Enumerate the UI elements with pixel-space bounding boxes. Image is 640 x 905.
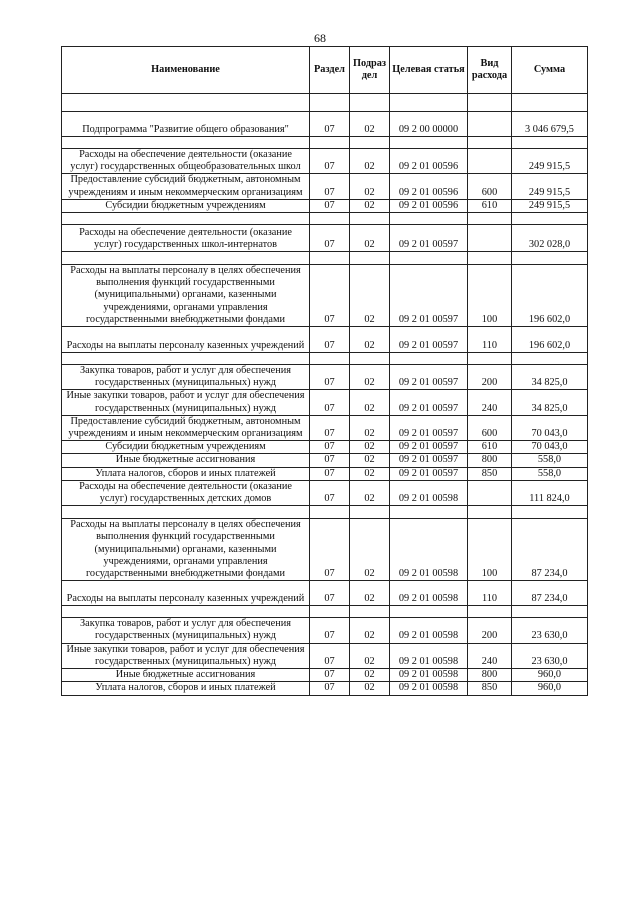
table-row [62, 441, 588, 454]
cell-type: 100 [468, 265, 512, 327]
cell-sum: 34 825,0 [512, 365, 588, 390]
spacer-cell [350, 606, 390, 618]
cell-type [468, 149, 512, 174]
cell-type: 610 [468, 441, 512, 454]
spacer-cell [350, 213, 390, 225]
cell-sum: 196 602,0 [512, 265, 588, 327]
spacer-row [62, 606, 588, 618]
cell-target: 09 2 01 00596 [390, 149, 468, 174]
spacer-cell [512, 606, 588, 618]
spacer-cell [350, 137, 390, 149]
spacer-cell [390, 252, 468, 265]
cell-sum: 249 915,5 [512, 149, 588, 174]
cell-section: 07 [310, 581, 350, 606]
cell-section: 07 [310, 149, 350, 174]
table-row [62, 225, 588, 252]
cell-sum: 196 602,0 [512, 327, 588, 353]
spacer-cell [310, 606, 350, 618]
cell-sum: 3 046 679,5 [512, 112, 588, 137]
spacer-cell [350, 506, 390, 519]
spacer-row [62, 213, 588, 225]
cell-subsection: 02 [350, 441, 390, 454]
spacer-cell [310, 506, 350, 519]
cell-name: Иные бюджетные ассигнования [62, 454, 310, 467]
spacer-cell [310, 137, 350, 149]
spacer-cell [468, 137, 512, 149]
spacer-cell [62, 137, 310, 149]
cell-subsection: 02 [350, 454, 390, 467]
cell-section: 07 [310, 225, 350, 252]
spacer-cell [350, 252, 390, 265]
spacer-cell [468, 94, 512, 112]
cell-section: 07 [310, 265, 350, 327]
table-row [62, 618, 588, 643]
cell-type: 850 [468, 467, 512, 480]
spacer-cell [350, 353, 390, 365]
spacer-cell [512, 506, 588, 519]
spacer-cell [62, 94, 310, 112]
cell-subsection: 02 [350, 467, 390, 480]
cell-sum: 249 915,5 [512, 199, 588, 212]
spacer-cell [512, 213, 588, 225]
cell-sum: 70 043,0 [512, 441, 588, 454]
spacer-cell [512, 252, 588, 265]
cell-sum: 70 043,0 [512, 415, 588, 440]
cell-section: 07 [310, 327, 350, 353]
cell-section: 07 [310, 365, 350, 390]
cell-sum: 249 915,5 [512, 174, 588, 199]
cell-name: Закупка товаров, работ и услуг для обеспечения государственных (муниципальных) нужд [62, 618, 310, 643]
cell-target: 09 2 01 00596 [390, 199, 468, 212]
cell-target: 09 2 01 00597 [390, 415, 468, 440]
table-row [62, 519, 588, 581]
cell-section: 07 [310, 618, 350, 643]
spacer-cell [390, 353, 468, 365]
spacer-cell [62, 213, 310, 225]
cell-target: 09 2 01 00597 [390, 327, 468, 353]
cell-name: Иные закупки товаров, работ и услуг для обеспечения государственных (муниципальных) нужд [62, 390, 310, 415]
budget-table [61, 46, 588, 696]
spacer-row [62, 94, 588, 112]
cell-target: 09 2 01 00598 [390, 519, 468, 581]
spacer-cell [310, 353, 350, 365]
cell-subsection: 02 [350, 415, 390, 440]
cell-subsection: 02 [350, 327, 390, 353]
cell-name: Уплата налогов, сборов и иных платежей [62, 682, 310, 695]
cell-subsection: 02 [350, 199, 390, 212]
cell-type: 240 [468, 643, 512, 668]
cell-name: Расходы на обеспечение деятельности (оказание услуг) государственных детских домов [62, 480, 310, 505]
cell-sum: 87 234,0 [512, 581, 588, 606]
cell-name: Субсидии бюджетным учреждениям [62, 441, 310, 454]
cell-name: Расходы на выплаты персоналу казенных учреждений [62, 327, 310, 353]
spacer-cell [468, 353, 512, 365]
spacer-cell [62, 606, 310, 618]
cell-type: 100 [468, 519, 512, 581]
table-row [62, 112, 588, 137]
header-target: Целевая статья [390, 47, 468, 94]
cell-section: 07 [310, 441, 350, 454]
cell-target: 09 2 01 00596 [390, 174, 468, 199]
spacer-cell [512, 137, 588, 149]
spacer-cell [62, 353, 310, 365]
cell-type: 240 [468, 390, 512, 415]
table-row [62, 149, 588, 174]
cell-type: 600 [468, 174, 512, 199]
cell-name: Расходы на выплаты персоналу казенных учреждений [62, 581, 310, 606]
cell-section: 07 [310, 519, 350, 581]
cell-subsection: 02 [350, 519, 390, 581]
cell-sum: 558,0 [512, 467, 588, 480]
cell-target: 09 2 01 00598 [390, 643, 468, 668]
cell-name: Расходы на выплаты персоналу в целях обеспечения выполнения функций государственными (муниципальными) органами, казенными учреждениями, органами управления государственными внебюджетными фондами [62, 265, 310, 327]
cell-subsection: 02 [350, 682, 390, 695]
spacer-cell [390, 506, 468, 519]
header-subsection: Подраз дел [350, 47, 390, 94]
page-number: 68 [314, 31, 326, 45]
cell-target: 09 2 01 00597 [390, 441, 468, 454]
cell-name: Иные закупки товаров, работ и услуг для обеспечения государственных (муниципальных) нужд [62, 643, 310, 668]
table-body [62, 94, 588, 696]
spacer-cell [468, 606, 512, 618]
table-row [62, 467, 588, 480]
table-row [62, 669, 588, 682]
table-row [62, 643, 588, 668]
header-type: Вид расхода [468, 47, 512, 94]
spacer-cell [468, 213, 512, 225]
cell-type: 850 [468, 682, 512, 695]
cell-section: 07 [310, 467, 350, 480]
table-row [62, 365, 588, 390]
table-row [62, 327, 588, 353]
table-row [62, 174, 588, 199]
spacer-cell [310, 94, 350, 112]
cell-subsection: 02 [350, 149, 390, 174]
cell-target: 09 2 01 00598 [390, 682, 468, 695]
cell-target: 09 2 01 00597 [390, 467, 468, 480]
cell-name: Расходы на обеспечение деятельности (оказание услуг) государственных общеобразовательных школ [62, 149, 310, 174]
spacer-row [62, 252, 588, 265]
spacer-cell [310, 252, 350, 265]
cell-section: 07 [310, 174, 350, 199]
cell-name: Предоставление субсидий бюджетным, автономным учреждениям и иным некоммерческим организациям [62, 174, 310, 199]
header-sum: Сумма [512, 47, 588, 94]
table-row [62, 265, 588, 327]
cell-sum: 23 630,0 [512, 643, 588, 668]
cell-target: 09 2 01 00597 [390, 265, 468, 327]
cell-name: Предоставление субсидий бюджетным, автономным учреждениям и иным некоммерческим организациям [62, 415, 310, 440]
table-row [62, 415, 588, 440]
cell-section: 07 [310, 669, 350, 682]
spacer-cell [62, 252, 310, 265]
cell-target: 09 2 01 00598 [390, 480, 468, 505]
cell-sum: 23 630,0 [512, 618, 588, 643]
cell-subsection: 02 [350, 365, 390, 390]
cell-target: 09 2 01 00597 [390, 225, 468, 252]
cell-name: Уплата налогов, сборов и иных платежей [62, 467, 310, 480]
cell-target: 09 2 01 00598 [390, 618, 468, 643]
cell-sum: 111 824,0 [512, 480, 588, 505]
cell-target: 09 2 01 00597 [390, 390, 468, 415]
cell-type: 800 [468, 454, 512, 467]
cell-section: 07 [310, 390, 350, 415]
cell-sum: 302 028,0 [512, 225, 588, 252]
cell-target: 09 2 01 00597 [390, 454, 468, 467]
spacer-row [62, 506, 588, 519]
table-row [62, 682, 588, 695]
cell-sum: 558,0 [512, 454, 588, 467]
cell-subsection: 02 [350, 480, 390, 505]
table-row [62, 581, 588, 606]
cell-type [468, 225, 512, 252]
cell-subsection: 02 [350, 643, 390, 668]
cell-type: 610 [468, 199, 512, 212]
table-row [62, 454, 588, 467]
spacer-cell [310, 213, 350, 225]
cell-subsection: 02 [350, 225, 390, 252]
cell-type: 800 [468, 669, 512, 682]
cell-type: 200 [468, 618, 512, 643]
cell-name: Расходы на обеспечение деятельности (оказание услуг) государственных школ-интернатов [62, 225, 310, 252]
cell-type [468, 480, 512, 505]
spacer-cell [390, 94, 468, 112]
cell-name: Расходы на выплаты персоналу в целях обеспечения выполнения функций государственными (муниципальными) органами, казенными учреждениями, органами управления государственными внебюджетными фондами [62, 519, 310, 581]
spacer-row [62, 137, 588, 149]
cell-section: 07 [310, 643, 350, 668]
spacer-cell [390, 137, 468, 149]
table-row [62, 390, 588, 415]
cell-subsection: 02 [350, 669, 390, 682]
cell-sum: 960,0 [512, 669, 588, 682]
cell-section: 07 [310, 682, 350, 695]
cell-section: 07 [310, 454, 350, 467]
cell-type: 600 [468, 415, 512, 440]
cell-section: 07 [310, 415, 350, 440]
cell-section: 07 [310, 199, 350, 212]
spacer-cell [390, 213, 468, 225]
cell-target: 09 2 01 00597 [390, 365, 468, 390]
cell-type: 110 [468, 327, 512, 353]
cell-target: 09 2 01 00598 [390, 581, 468, 606]
header-name: Наименование [62, 47, 310, 94]
spacer-cell [512, 353, 588, 365]
spacer-row [62, 353, 588, 365]
cell-name: Подпрограмма "Развитие общего образования" [62, 112, 310, 137]
cell-target: 09 2 00 00000 [390, 112, 468, 137]
cell-subsection: 02 [350, 174, 390, 199]
cell-name: Субсидии бюджетным учреждениям [62, 199, 310, 212]
cell-sum: 87 234,0 [512, 519, 588, 581]
table-row [62, 480, 588, 505]
cell-type: 200 [468, 365, 512, 390]
spacer-cell [350, 94, 390, 112]
spacer-cell [468, 506, 512, 519]
spacer-cell [512, 94, 588, 112]
cell-subsection: 02 [350, 390, 390, 415]
cell-subsection: 02 [350, 618, 390, 643]
table-row [62, 199, 588, 212]
spacer-cell [62, 506, 310, 519]
cell-type: 110 [468, 581, 512, 606]
header-section: Раздел [310, 47, 350, 94]
spacer-cell [390, 606, 468, 618]
cell-sum: 960,0 [512, 682, 588, 695]
cell-section: 07 [310, 480, 350, 505]
spacer-cell [468, 252, 512, 265]
cell-section: 07 [310, 112, 350, 137]
cell-subsection: 02 [350, 112, 390, 137]
cell-type [468, 112, 512, 137]
cell-sum: 34 825,0 [512, 390, 588, 415]
cell-name: Закупка товаров, работ и услуг для обеспечения государственных (муниципальных) нужд [62, 365, 310, 390]
cell-name: Иные бюджетные ассигнования [62, 669, 310, 682]
cell-target: 09 2 01 00598 [390, 669, 468, 682]
cell-subsection: 02 [350, 581, 390, 606]
header-row [62, 47, 588, 94]
cell-subsection: 02 [350, 265, 390, 327]
